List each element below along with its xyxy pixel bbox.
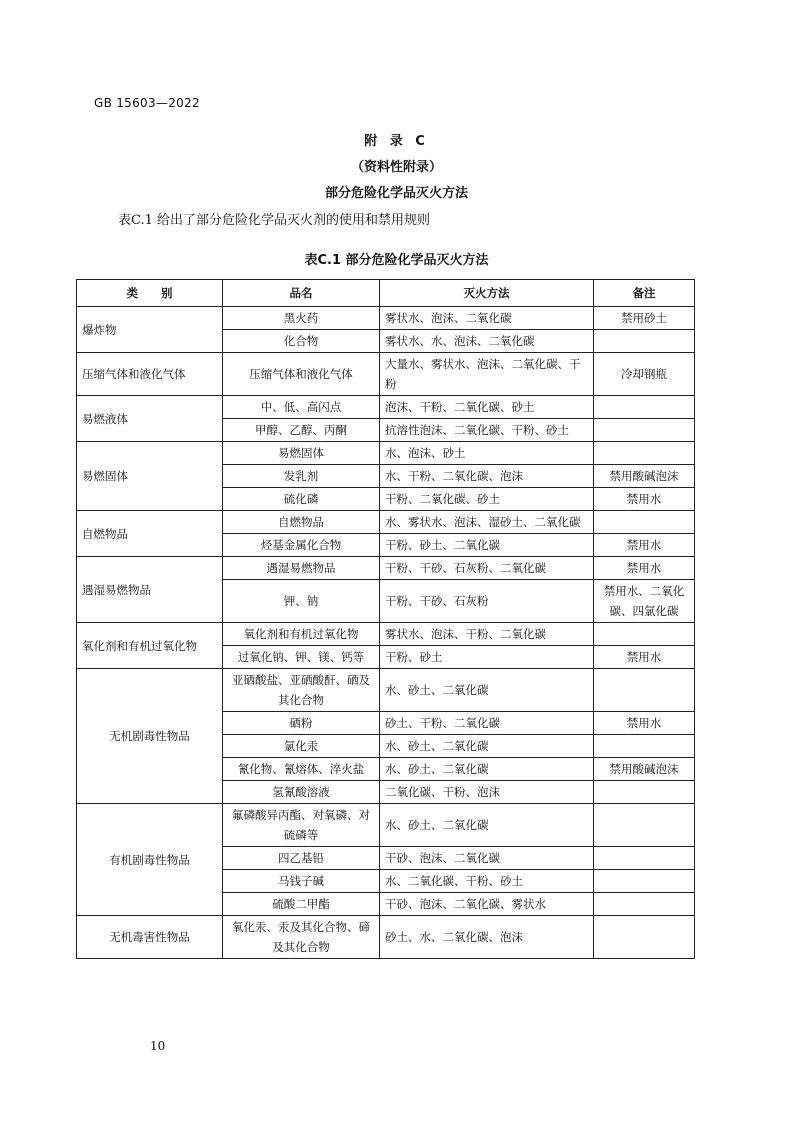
- remark-cell: [594, 735, 695, 758]
- remark-cell: [594, 916, 695, 959]
- remark-cell: [594, 419, 695, 442]
- category-cell: 无机毒害性物品: [77, 916, 223, 959]
- remark-cell: 冷却钢瓶: [594, 353, 695, 396]
- name-cell: 钾、钠: [223, 580, 380, 623]
- method-cell: 干粉、二氧化碳、砂土: [380, 488, 594, 511]
- remark-cell: [594, 442, 695, 465]
- method-cell: 雾状水、泡沫、二氧化碳: [380, 307, 594, 330]
- intro-paragraph: 表C.1 给出了部分危险化学品灭火剂的使用和禁用规则: [118, 213, 431, 228]
- remark-cell: 禁用砂土: [594, 307, 695, 330]
- method-cell: 抗溶性泡沫、二氧化碳、干粉、砂土: [380, 419, 594, 442]
- name-cell: 自燃物品: [223, 511, 380, 534]
- remark-cell: [594, 870, 695, 893]
- table-row: [77, 623, 695, 646]
- table-row: [77, 511, 695, 534]
- header-method: 灭火方法: [380, 280, 594, 307]
- appendix-title: 附 录 C: [364, 134, 429, 149]
- method-cell: 雾状水、水、泡沫、二氧化碳: [380, 330, 594, 353]
- category-cell: 易燃液体: [77, 396, 223, 442]
- name-cell: 黑火药: [223, 307, 380, 330]
- name-cell: 发乳剂: [223, 465, 380, 488]
- method-cell: 干粉、砂土、二氧化碳: [380, 534, 594, 557]
- name-cell: 硒粉: [223, 712, 380, 735]
- method-cell: 砂土、水、二氧化碳、泡沫: [380, 916, 594, 959]
- name-cell: 氯化汞: [223, 735, 380, 758]
- extinguishing-methods-table: [76, 279, 695, 959]
- method-cell: 水、雾状水、泡沫、湿砂土、二氧化碳: [380, 511, 594, 534]
- remark-cell: [594, 847, 695, 870]
- name-cell: 氟磷酸异丙酯、对氧磷、对硫磷等: [223, 804, 380, 847]
- category-cell: 有机剧毒性物品: [77, 804, 223, 916]
- method-cell: 水、泡沫、砂土: [380, 442, 594, 465]
- table-body: [77, 307, 695, 959]
- remark-cell: 禁用水: [594, 534, 695, 557]
- name-cell: 过氧化钠、钾、镁、钙等: [223, 646, 380, 669]
- category-cell: 压缩气体和液化气体: [77, 353, 223, 396]
- remark-cell: [594, 623, 695, 646]
- category-cell: 氧化剂和有机过氧化物: [77, 623, 223, 669]
- remark-cell: 禁用酸碱泡沫: [594, 465, 695, 488]
- method-cell: 大量水、雾状水、泡沫、二氧化碳、干粉: [380, 353, 594, 396]
- remark-cell: 禁用水: [594, 712, 695, 735]
- category-cell: 易燃固体: [77, 442, 223, 511]
- method-cell: 干粉、干砂、石灰粉、二氧化碳: [380, 557, 594, 580]
- method-cell: 水、砂土、二氧化碳: [380, 804, 594, 847]
- name-cell: 甲醇、乙醇、丙酮: [223, 419, 380, 442]
- remark-cell: [594, 804, 695, 847]
- table-caption: 表C.1 部分危险化学品灭火方法: [304, 253, 489, 268]
- page-number: 10: [150, 1039, 166, 1053]
- category-cell: 无机剧毒性物品: [77, 669, 223, 804]
- table-row: [77, 557, 695, 580]
- remark-cell: [594, 396, 695, 419]
- remark-cell: 禁用酸碱泡沫: [594, 758, 695, 781]
- name-cell: 压缩气体和液化气体: [223, 353, 380, 396]
- name-cell: 烃基金属化合物: [223, 534, 380, 557]
- method-cell: 砂土、干粉、二氧化碳: [380, 712, 594, 735]
- name-cell: 氢氰酸溶液: [223, 781, 380, 804]
- method-cell: 雾状水、泡沫、干粉、二氧化碳: [380, 623, 594, 646]
- table-header-row: [77, 280, 695, 307]
- header-name: 品名: [223, 280, 380, 307]
- method-cell: 水、砂土、二氧化碳: [380, 735, 594, 758]
- table-row: [77, 804, 695, 847]
- table-row: [77, 669, 695, 712]
- table-row: [77, 353, 695, 396]
- method-cell: 干砂、泡沫、二氧化碳、雾状水: [380, 893, 594, 916]
- remark-cell: 禁用水: [594, 488, 695, 511]
- name-cell: 遇湿易燃物品: [223, 557, 380, 580]
- method-cell: 干粉、砂土: [380, 646, 594, 669]
- category-cell: 爆炸物: [77, 307, 223, 353]
- method-cell: 水、二氧化碳、干粉、砂土: [380, 870, 594, 893]
- remark-cell: [594, 893, 695, 916]
- appendix-note: （资料性附录）: [350, 160, 442, 175]
- method-cell: 干砂、泡沫、二氧化碳: [380, 847, 594, 870]
- method-cell: 水、砂土、二氧化碳: [380, 758, 594, 781]
- table-row: [77, 916, 695, 959]
- header-remark: 备注: [594, 280, 695, 307]
- table-row: [77, 396, 695, 419]
- name-cell: 四乙基铅: [223, 847, 380, 870]
- method-cell: 水、砂土、二氧化碳: [380, 669, 594, 712]
- name-cell: 氰化物、氰熔体、淬火盐: [223, 758, 380, 781]
- method-cell: 水、干粉、二氧化碳、泡沫: [380, 465, 594, 488]
- name-cell: 氧化剂和有机过氧化物: [223, 623, 380, 646]
- standard-code: GB 15603—2022: [94, 96, 200, 110]
- name-cell: 硫酸二甲酯: [223, 893, 380, 916]
- method-cell: 二氧化碳、干粉、泡沫: [380, 781, 594, 804]
- remark-cell: 禁用水、二氧化碳、四氯化碳: [594, 580, 695, 623]
- name-cell: 亚硒酸盐、亚硒酸酐、硒及其化合物: [223, 669, 380, 712]
- method-cell: 干粉、干砂、石灰粉: [380, 580, 594, 623]
- header-category: 类 别: [77, 280, 223, 307]
- remark-cell: [594, 781, 695, 804]
- method-cell: 泡沫、干粉、二氧化碳、砂土: [380, 396, 594, 419]
- remark-cell: [594, 330, 695, 353]
- table-row: [77, 307, 695, 330]
- name-cell: 中、低、高闪点: [223, 396, 380, 419]
- table-row: [77, 442, 695, 465]
- name-cell: 化合物: [223, 330, 380, 353]
- name-cell: 氧化汞、汞及其化合物、碲及其化合物: [223, 916, 380, 959]
- appendix-heading: 部分危险化学品灭火方法: [324, 186, 468, 201]
- remark-cell: 禁用水: [594, 646, 695, 669]
- name-cell: 易燃固体: [223, 442, 380, 465]
- remark-cell: [594, 669, 695, 712]
- category-cell: 自燃物品: [77, 511, 223, 557]
- remark-cell: 禁用水: [594, 557, 695, 580]
- remark-cell: [594, 511, 695, 534]
- category-cell: 遇湿易燃物品: [77, 557, 223, 623]
- name-cell: 马钱子碱: [223, 870, 380, 893]
- name-cell: 硫化磷: [223, 488, 380, 511]
